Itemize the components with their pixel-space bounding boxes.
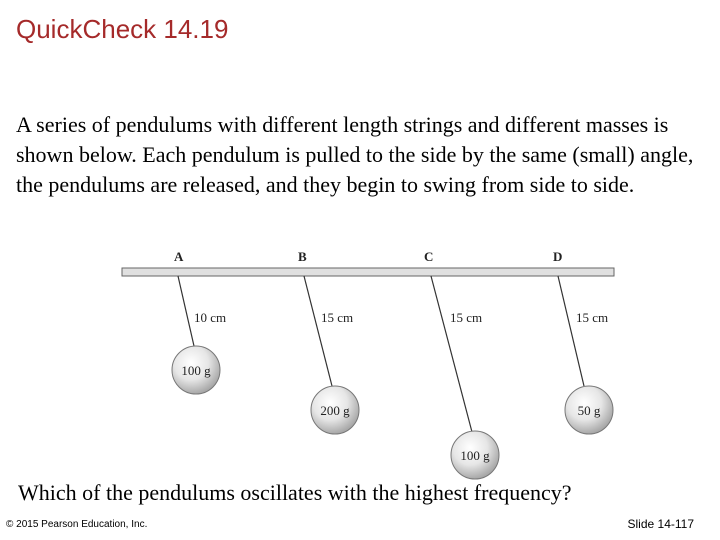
pendulum-string <box>558 276 584 386</box>
pendulum-string <box>431 276 472 432</box>
pendulum-string <box>178 276 194 346</box>
string-length-label: 10 cm <box>194 310 227 325</box>
pendulum-letter: A <box>174 249 184 264</box>
string-length-label: 15 cm <box>576 310 609 325</box>
string-length-label: 15 cm <box>321 310 354 325</box>
slide-title: QuickCheck 14.19 <box>16 14 229 44</box>
string-length-label: 15 cm <box>450 310 483 325</box>
copyright-notice: © 2015 Pearson Education, Inc. <box>6 519 148 530</box>
question-prompt: Which of the pendulums oscillates with the highest frequency? <box>18 480 572 505</box>
pendulum-string <box>304 276 332 386</box>
pendulum-letter: D <box>553 249 563 264</box>
slide-number: Slide 14-117 <box>627 517 694 531</box>
mass-label: 200 g <box>320 403 350 418</box>
pendulum-letter: C <box>424 249 434 264</box>
mass-label: 50 g <box>577 403 601 418</box>
mass-label: 100 g <box>181 363 211 378</box>
pendulum-letter: B <box>298 249 307 264</box>
question-text: A series of pendulums with different length strings and different masses is shown below. Each pendulum is pulled to the side by the same (small) angle, the pendulums are released, and they begin to swing from side to side. <box>16 112 694 197</box>
mass-label: 100 g <box>460 448 490 463</box>
support-bar <box>122 268 614 276</box>
